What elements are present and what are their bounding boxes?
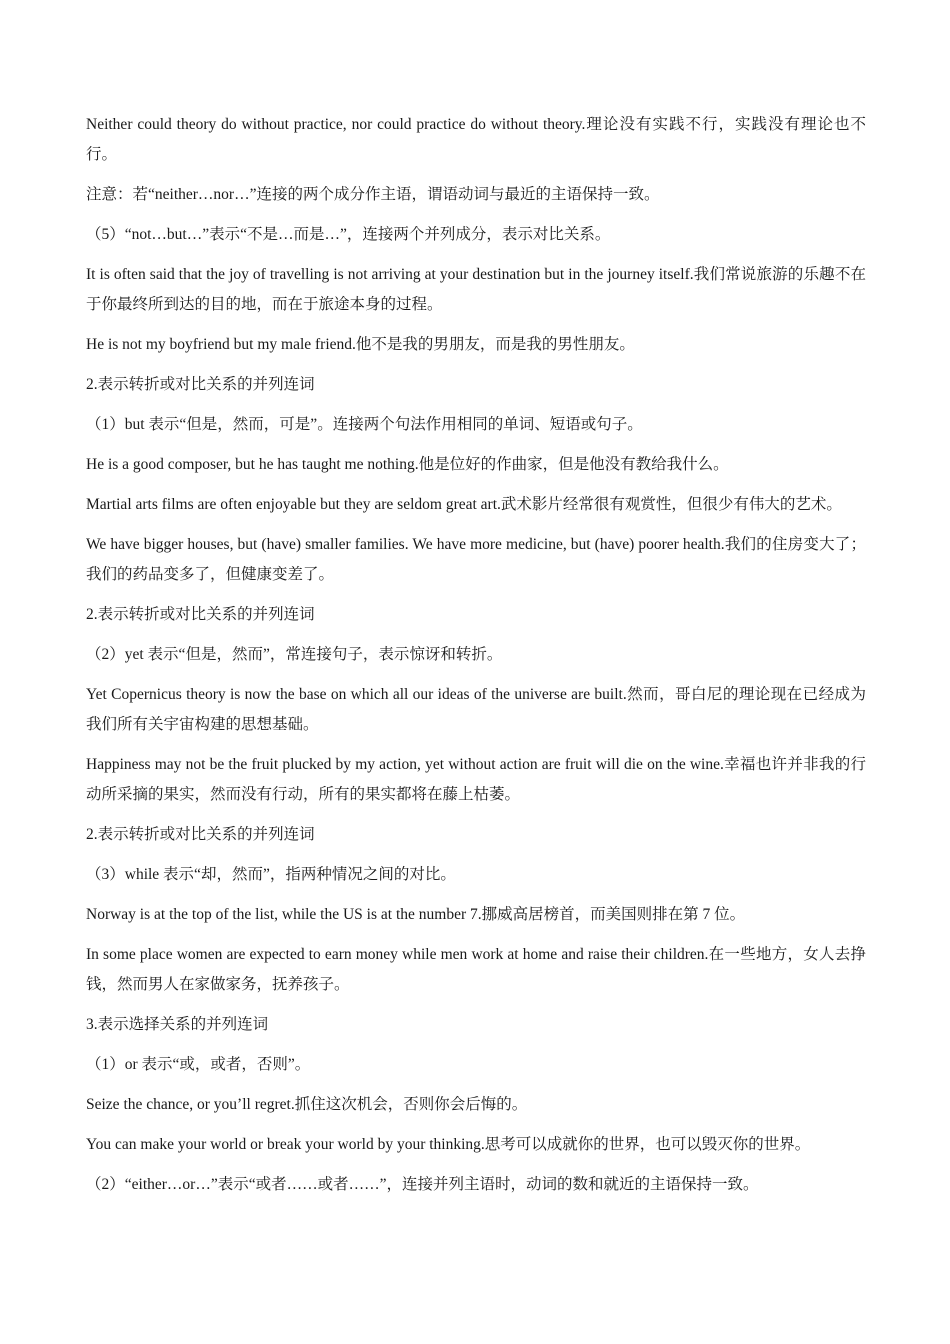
paragraph-but-example-3: We have bigger houses, but (have) smaller families. We have more medicine, but (have) poorer health.我们的住房变大了；我们的药品变多了，但健康变差了。 (86, 536, 866, 583)
paragraph-or-example-2: You can make your world or break your world by your thinking.思考可以成就你的世界，也可以毁灭你的世界。 (86, 1136, 811, 1153)
paragraph-but-rule: （1）but 表示“但是，然而，可是”。连接两个句法作用相同的单词、短语或句子。 (86, 416, 643, 433)
paragraph-while-example-1: Norway is at the top of the list, while the US is at the number 7.挪威高居榜首，而美国则排在第 7 位。 (86, 906, 746, 923)
document-body (86, 110, 866, 1210)
paragraph-not-but-example-2: He is not my boyfriend but my male friend.他不是我的男朋友，而是我的男性朋友。 (86, 336, 635, 353)
paragraph-while-example-2: In some place women are expected to earn money while men work at home and raise their children.在一些地方，女人去挣钱，然而男人在家做家务，抚养孩子。 (86, 946, 866, 993)
section-heading-contrast: 2.表示转折或对比关系的并列连词 (86, 376, 315, 393)
paragraph-note-neither-nor: 注意：若“neither…nor…”连接的两个成分作主语，谓语动词与最近的主语保持一致。 (86, 186, 660, 203)
section-heading-choice: 3.表示选择关系的并列连词 (86, 1016, 269, 1033)
paragraph-not-but-rule: （5）“not…but…”表示“不是…而是…”，连接两个并列成分，表示对比关系。 (86, 226, 611, 243)
paragraph-yet-rule: （2）yet 表示“但是，然而”，常连接句子，表示惊讶和转折。 (86, 646, 503, 663)
section-heading-contrast: 2.表示转折或对比关系的并列连词 (86, 826, 315, 843)
paragraph-yet-example-2: Happiness may not be the fruit plucked by my action, yet without action are fruit will die on the wine.幸福也许并非我的行动所采摘的果实，然而没有行动，所有的果实都将在藤上枯萎。 (86, 756, 866, 803)
paragraph-but-example-1: He is a good composer, but he has taught me nothing.他是位好的作曲家，但是他没有教给我什么。 (86, 456, 729, 473)
paragraph-yet-example-1: Yet Copernicus theory is now the base on which all our ideas of the universe are built.然而，哥白尼的理论现在已经成为我们所有关宇宙构建的思想基础。 (86, 686, 866, 733)
paragraph-or-rule: （1）or 表示“或，或者，否则”。 (86, 1056, 311, 1073)
paragraph-not-but-example-1: It is often said that the joy of travelling is not arriving at your destination but in the journey itself.我们常说旅游的乐趣不在于你最终所到达的目的地，而在于旅途本身的过程。 (86, 266, 866, 313)
paragraph-while-rule: （3）while 表示“却，然而”，指两种情况之间的对比。 (86, 866, 456, 883)
paragraph-either-or-rule: （2）“either…or…”表示“或者……或者……”，连接并列主语时，动词的数和就近的主语保持一致。 (86, 1176, 759, 1193)
paragraph-neither-nor-example: Neither could theory do without practice, nor could practice do without theory.理论没有实践不行，实践没有理论也不行。 (86, 116, 866, 163)
paragraph-or-example-1: Seize the chance, or you’ll regret.抓住这次机会，否则你会后悔的。 (86, 1096, 528, 1113)
section-heading-contrast: 2.表示转折或对比关系的并列连词 (86, 606, 315, 623)
paragraph-but-example-2: Martial arts films are often enjoyable but they are seldom great art.武术影片经常很有观赏性，但很少有伟大的艺术。 (86, 496, 842, 513)
